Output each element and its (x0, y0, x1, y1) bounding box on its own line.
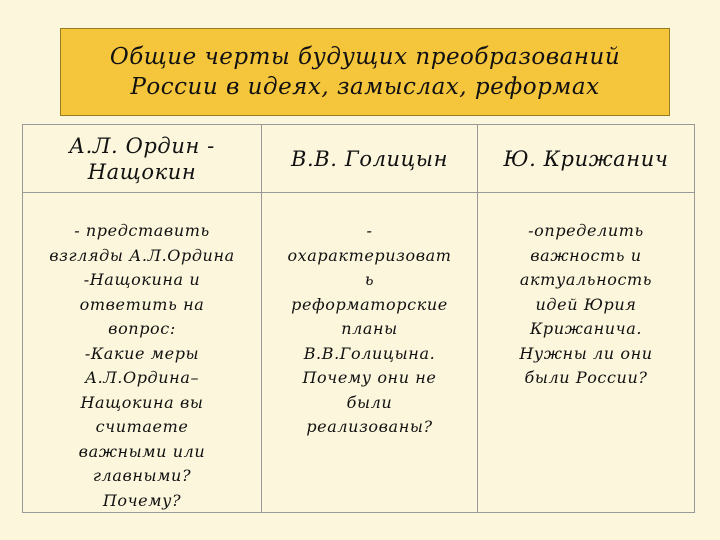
task-line-ordin: вопрос: (108, 319, 176, 338)
task-line-krizhanich: Крижанича. (529, 319, 643, 338)
task-line-ordin: главными? (92, 466, 192, 485)
header-ordin-line-1: А.Л. Ордин - (69, 133, 215, 158)
task-line-ordin: А.Л.Ордина– (84, 368, 200, 387)
slide-title-line-1: Общие черты будущих преобразований (109, 44, 621, 70)
header-golitsyn-label: В.В. Голицын (290, 146, 449, 171)
slide-title-line-2: России в идеях, замыслах, реформах (130, 74, 600, 100)
header-cell-ordin-nashchokin (23, 125, 261, 192)
task-line-ordin: Нащокина вы (80, 392, 204, 412)
task-line-ordin: Почему? (102, 490, 182, 510)
task-line-ordin: - представить (74, 221, 210, 240)
task-line-golitsyn: ь (364, 270, 375, 289)
header-cell-krizhanich (478, 125, 694, 192)
header-krizhanich-label: Ю. Крижанич (503, 146, 669, 171)
task-cell-krizhanich (478, 219, 694, 391)
task-line-ordin: взгляды А.Л.Ордина (49, 245, 235, 265)
task-line-ordin: ответить на (79, 294, 205, 314)
task-line-ordin: -Нащокина и (83, 270, 201, 289)
header-ordin-line-2: Нащокин (87, 159, 197, 184)
header-divider (23, 192, 694, 193)
task-line-golitsyn: В.В.Голицына. (303, 343, 436, 363)
task-line-ordin: важными или (78, 441, 206, 461)
header-cell-golitsyn (262, 125, 477, 192)
task-line-krizhanich: были России? (524, 368, 648, 387)
task-line-golitsyn: планы (341, 319, 398, 338)
task-line-krizhanich: Нужны ли они (519, 343, 653, 363)
task-line-golitsyn: реформаторские (291, 294, 448, 314)
task-line-krizhanich: идей Юрия (535, 294, 637, 314)
task-line-ordin: -Какие меры (84, 343, 200, 363)
task-line-ordin: считаете (95, 417, 189, 436)
task-cell-golitsyn (262, 219, 477, 440)
task-line-krizhanich: -определить (528, 221, 644, 240)
task-line-golitsyn: - (366, 221, 373, 240)
slide-title (60, 28, 670, 116)
task-line-golitsyn: охарактеризоват (287, 245, 452, 265)
task-line-krizhanich: важность и (530, 245, 642, 265)
task-cell-ordin-nashchokin (23, 219, 261, 513)
task-line-krizhanich: актуальность (519, 270, 653, 289)
task-line-golitsyn: реализованы? (306, 417, 433, 436)
comparison-table (22, 124, 695, 513)
task-line-golitsyn: Почему они не (302, 368, 437, 387)
task-line-golitsyn: были (346, 392, 393, 412)
